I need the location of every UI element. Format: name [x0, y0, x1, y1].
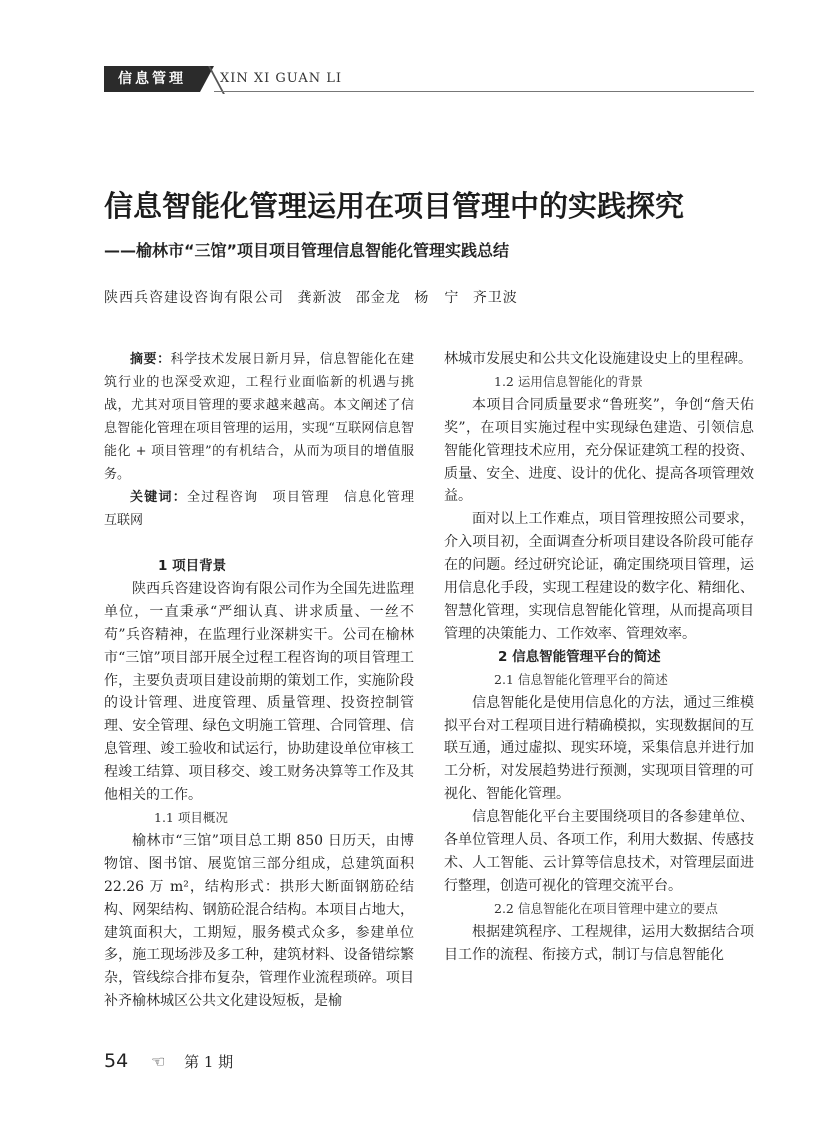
- paragraph: 信息智能化平台主要围绕项目的各参建单位、各单位管理人员、各项工作，利用大数据、传感技术、人工智能、云计算等信息技术，对管理层面进行整理，创造可视化的管理交流平台。: [444, 809, 754, 894]
- paragraph: 陕西兵咨建设咨询有限公司作为全国先进监理单位，一直秉承“严细认真、讲求质量、一丝不苟”兵咨精神，在监理行业深耕实干。公司在榆林市“三馆”项目部开展全过程工程咨询的项目管理工作，主要负责项目建设前期的策划工作，实施阶段的设计管理、进度管理、质量管理、投资控制管理、安全管理、绿色文明施工管理、合同管理、信息管理、竣工验收和试运行，协助建设单位审核工程竣工结算、项目移交、竣工财务决算等工作及其他相关的工作。: [104, 580, 414, 804]
- section-label: 信息管理: [104, 66, 200, 92]
- section-header: [104, 66, 754, 92]
- subsection-heading: 1.1 项目概况: [154, 809, 228, 825]
- article-title: 信息智能化管理运用在项目管理中的实践探究: [104, 189, 685, 223]
- keywords-text: 全过程咨询 项目管理 信息化管理 互联网: [104, 490, 427, 528]
- byline: [104, 287, 526, 307]
- abstract-text: 科学技术发展日新月异，信息智能化在建筑行业的也深受欢迎，工程行业面临新的机遇与挑战，尤其对项目管理的要求越来越高。本文阐述了信息智能化管理在项目管理的运用，实现“互联网信息智能化 + 项目管理”的有机结合，从而为项目的增值服务。: [104, 352, 414, 482]
- page-footer: [104, 1050, 233, 1074]
- subsection-heading: 2.2 信息智能化在项目管理中建立的要点: [494, 900, 718, 916]
- abstract: [104, 348, 414, 486]
- paragraph: 本项目合同质量要求“鲁班奖”，争创“詹天佑奖”，在项目实施过程中实现绿色建造、引领信息智能化管理技术应用，充分保证建筑工程的投资、质量、安全、进度、设计的优化、提高各项管理效益。: [444, 396, 754, 505]
- section-heading: 1 项目背景: [158, 558, 227, 574]
- author-name: 杨 宁: [414, 290, 460, 306]
- right-column: [444, 348, 754, 966]
- subsection-heading: 2.1 信息智能化管理平台的简述: [494, 671, 668, 687]
- page-number: 54: [104, 1050, 129, 1072]
- subsection-heading: 1.2 运用信息智能化的背景: [494, 373, 643, 389]
- section-pinyin: XIN XI GUAN LI: [220, 71, 343, 86]
- pointing-hand-icon: ☜: [150, 1052, 166, 1071]
- paragraph: 信息智能化是使用信息化的方法，通过三维模拟平台对工程项目进行精确模拟，实现数据间的互联互通，通过虚拟、现实环境，采集信息并进行加工分析，对发展趋势进行预测，实现项目管理的可视化、智能化管理。: [444, 694, 754, 803]
- left-column: [104, 348, 427, 1013]
- section-heading: 2 信息智能管理平台的简述: [498, 648, 661, 665]
- paragraph: 林城市发展史和公共文化设施建设史上的里程碑。: [444, 351, 752, 367]
- header-rule: [214, 91, 754, 92]
- author-name: 齐卫波: [472, 290, 518, 306]
- paragraph: 榆林市“三馆”项目总工期 850 日历天，由博物馆、图书馆、展览馆三部分组成，总建筑面积 22.26 万 m²，结构形式：拱形大断面钢筋砼结构、网架结构、钢筋砼混合结构。本项目占地大，建筑面积大，工期短，服务模式众多，参建单位多，施工现场涉及多工种，建筑材料、设备错综繁杂，管线综合排布复杂，管理作业流程琐碎。项目补齐榆林城区公共文化建设短板，是榆: [104, 832, 414, 1010]
- author-name: 邵金龙: [355, 290, 401, 306]
- author-org: 陕西兵咨建设咨询有限公司: [104, 290, 284, 306]
- author-name: 龚新波: [297, 290, 343, 306]
- abstract-label: 摘要：: [130, 352, 171, 367]
- issue-label: 第 1 期: [184, 1053, 234, 1071]
- paragraph: 面对以上工作难点，项目管理按照公司要求，介入项目初，全面调查分析项目建设各阶段可能存在的问题。经过研究论证，确定围绕项目管理，运用信息化手段，实现工程建设的数字化、精细化、智慧化管理，实现信息智能化管理，从而提高项目管理的决策能力、工作效率、管理效率。: [444, 511, 754, 642]
- paragraph: 根据建筑程序、工程规律，运用大数据结合项目工作的流程、衔接方式，制订与信息智能化: [444, 923, 754, 963]
- keywords-label: 关键词：: [130, 490, 188, 505]
- article-subtitle: ——榆林市“三馆”项目项目管理信息智能化管理实践总结: [104, 241, 510, 260]
- keywords: [104, 486, 427, 532]
- spacer: [104, 532, 414, 555]
